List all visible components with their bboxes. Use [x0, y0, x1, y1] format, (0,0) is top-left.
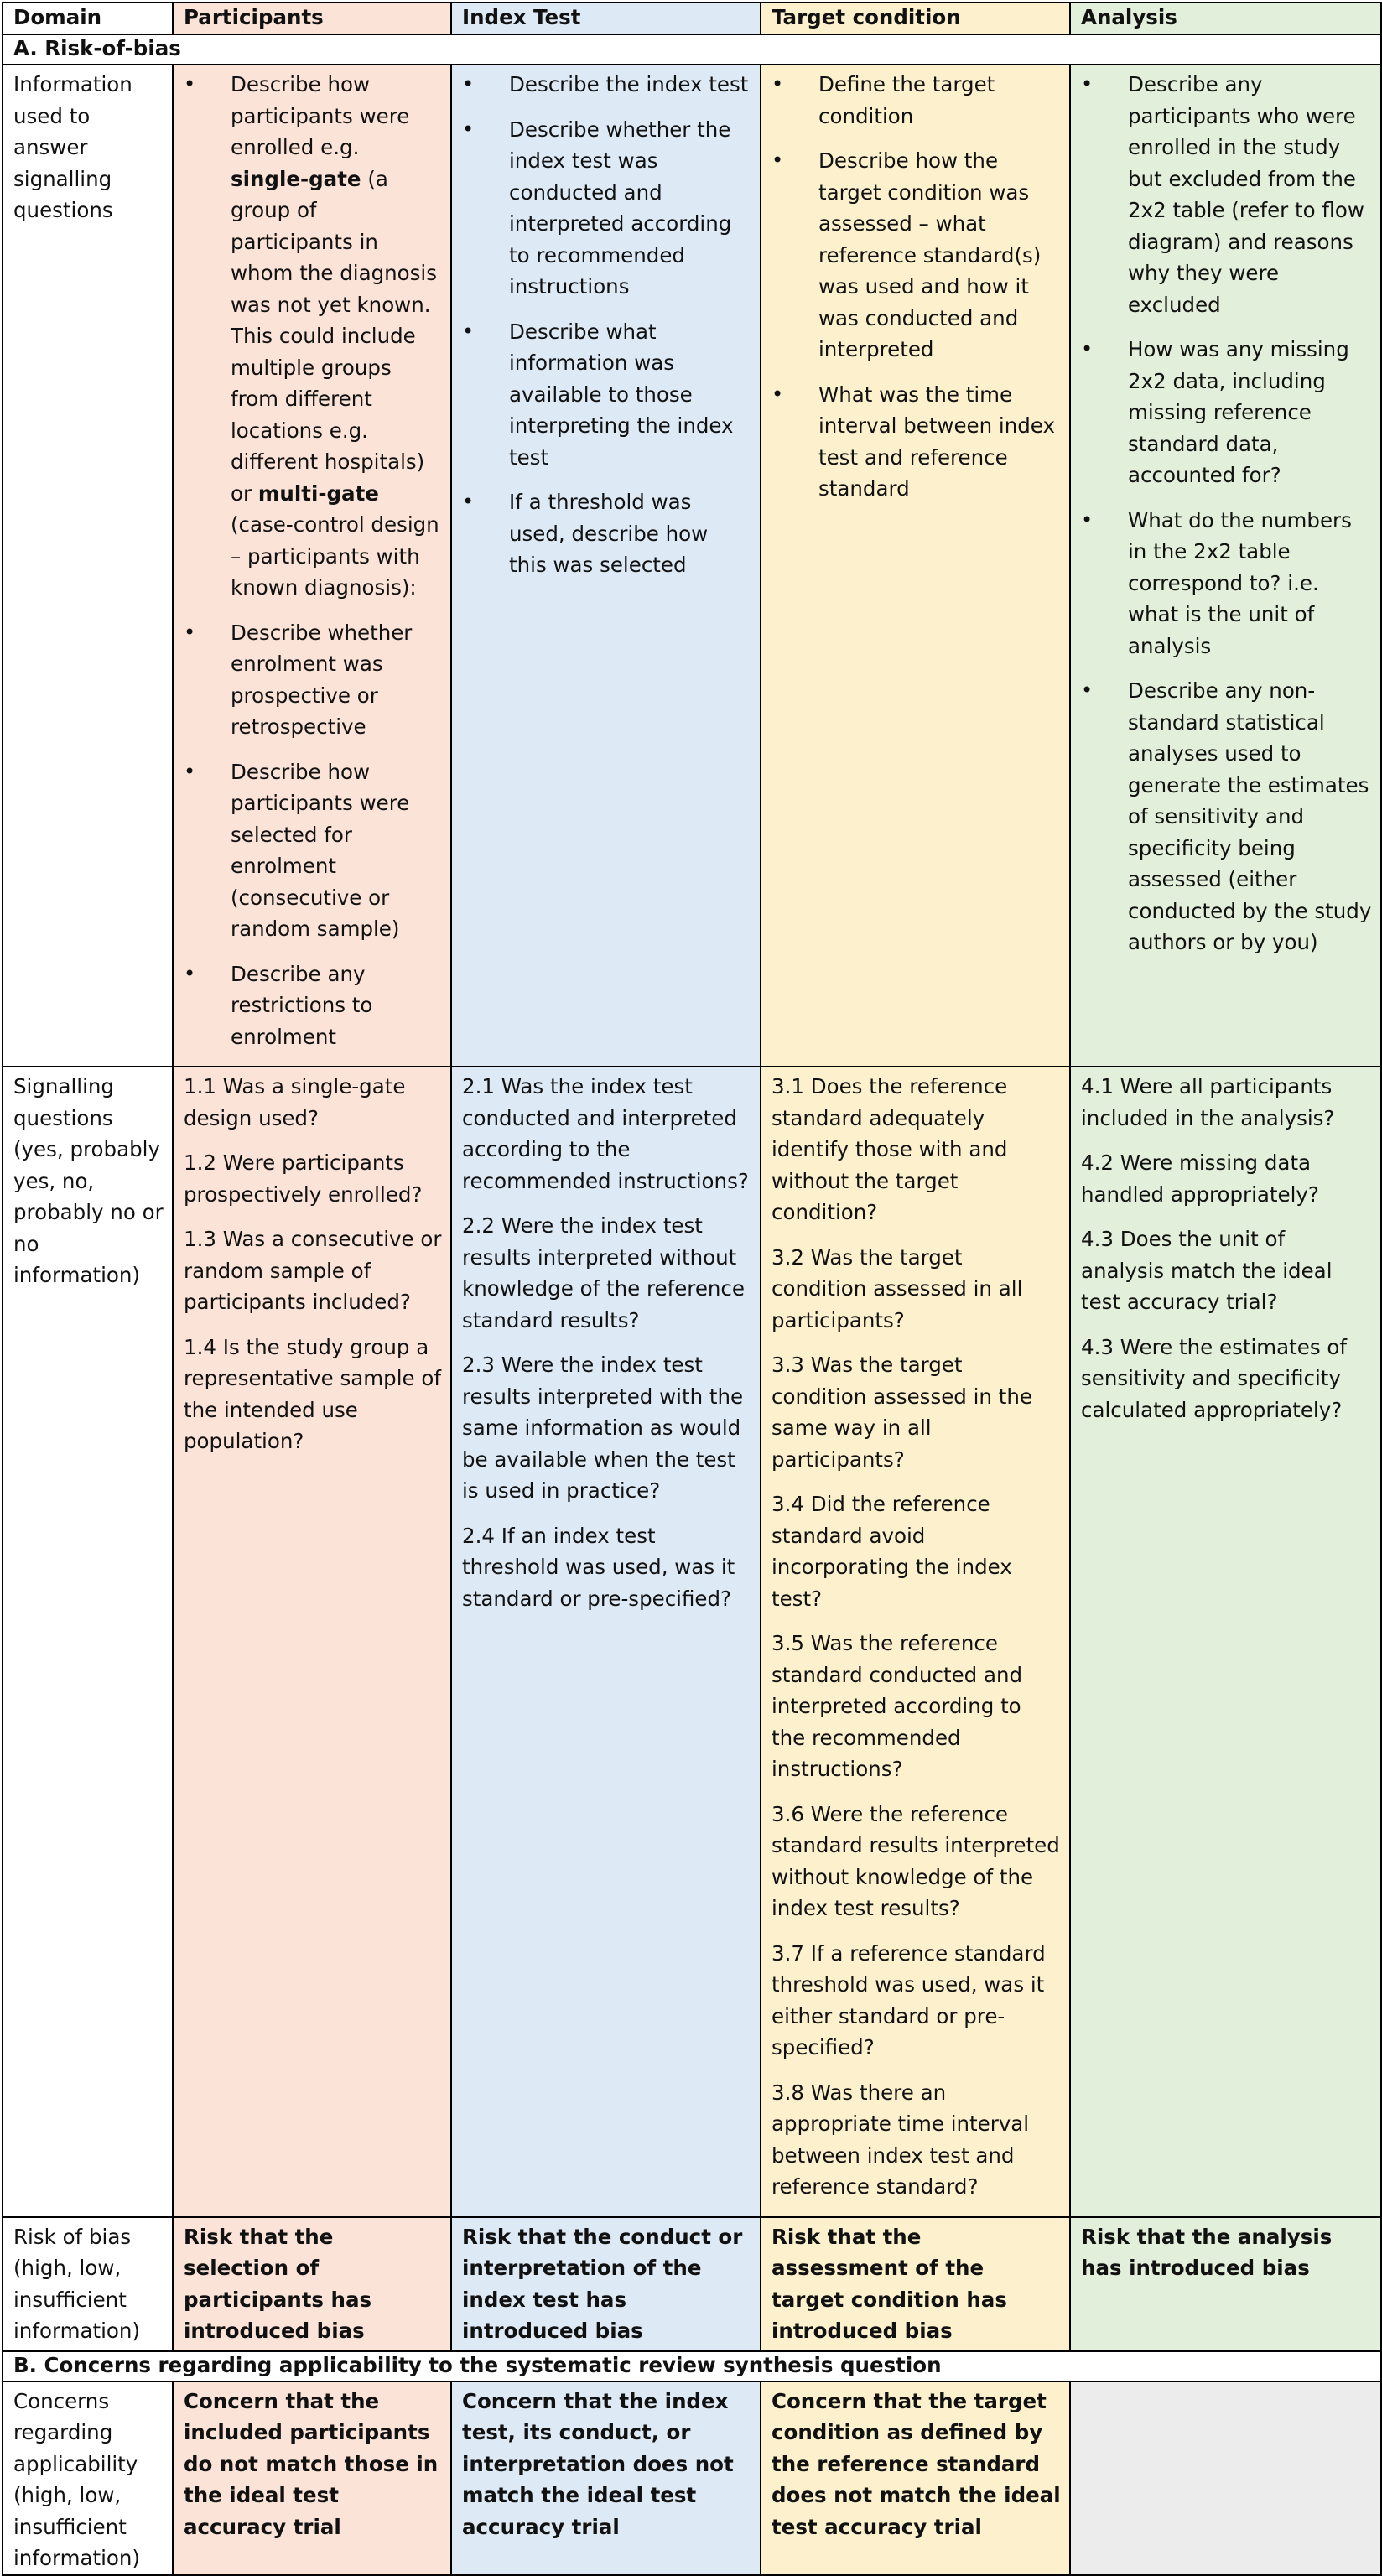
concerns-row: [3, 2381, 1381, 2575]
list-item: • Define the target condition: [772, 69, 1061, 132]
information-index-test: [451, 65, 761, 1067]
signalling-row: [3, 1067, 1381, 2217]
list-item: • What was the time interval between index test and reference standard: [772, 379, 1061, 505]
risk-row: [3, 2217, 1381, 2351]
question-item: 3.4 Did the reference standard avoid incorporating the index test?: [772, 1492, 1012, 1611]
list-item: • Describe the index test: [462, 69, 751, 101]
list-item: • Describe how participants were selected for enrolment (consecutive or random sample): [184, 756, 442, 945]
list-item: • What do the numbers in the 2x2 table correspond to? i.e. what is the unit of analysis: [1081, 505, 1372, 662]
information-label: Information used to answer signalling questions: [3, 65, 173, 1067]
question-item: 1.3 Was a consecutive or random sample of participants included?: [184, 1227, 442, 1314]
question-item: 1.2 Were participants prospectively enrolled?: [184, 1150, 423, 1207]
list-item: • Describe any restrictions to enrolment: [184, 958, 442, 1053]
question-item: 3.6 Were the reference standard results interpreted without knowledge of the index test results?: [772, 1801, 1060, 1920]
header-participants: Participants: [173, 3, 451, 34]
question-item: 3.3 Was the target condition assessed in the same way in all participants?: [772, 1353, 1032, 1472]
list-item: • How was any missing 2x2 data, including missing reference standard data, accounted for?: [1081, 334, 1372, 491]
question-item: 4.3 Were the estimates of sensitivity and specificity calculated appropriately?: [1081, 1334, 1347, 1422]
list-item: • Describe whether the index test was conducted and interpreted according to recommended instructions: [462, 114, 751, 303]
list-item: • Describe how the target condition was assessed – what reference standard(s) was used and how it was conducted and interpreted: [772, 145, 1061, 366]
list-item: • Describe any participants who were enrolled in the study but excluded from the 2x2 table (refer to flow diagram) and reasons why they were excluded: [1081, 69, 1372, 320]
information-analysis: [1070, 65, 1381, 1067]
risk-index-test: Risk that the conduct or interpretation of the index test has introduced bias: [451, 2217, 761, 2351]
risk-analysis: Risk that the analysis has introduced bias: [1070, 2217, 1381, 2351]
signalling-analysis: [1070, 1067, 1381, 2217]
list-item: • Describe any non-standard statistical analyses used to generate the estimates of sensitivity and specificity being assessed (either conducted by the study authors or by you): [1081, 675, 1372, 958]
question-item: 3.7 If a reference standard threshold was used, was it either standard or pre-specified?: [772, 1940, 1046, 2059]
risk-target-condition: Risk that the assessment of the target condition has introduced bias: [761, 2217, 1070, 2351]
question-item: 4.3 Does the unit of analysis match the ideal test accuracy trial?: [1081, 1227, 1333, 1314]
list-item: • Describe what information was available to those interpreting the index test: [462, 316, 751, 474]
question-item: 3.2 Was the target condition assessed in all participants?: [772, 1244, 1023, 1332]
list-item: • Describe whether enrolment was prospective or retrospective: [184, 617, 442, 743]
question-item: 2.1 Was the index test conducted and interpreted according to the recommended instructions?: [462, 1074, 749, 1193]
question-item: 2.4 If an index test threshold was used, was it standard or pre-specified?: [462, 1523, 735, 1611]
header-row: [3, 3, 1381, 34]
question-item: 2.3 Were the index test results interpreted with the same information as would be available when the test is used in practice?: [462, 1353, 744, 1503]
signalling-target-condition: [761, 1067, 1070, 2217]
question-item: 3.8 Was there an appropriate time interval between index test and reference standard?: [772, 2080, 1030, 2199]
concerns-analysis-empty: [1070, 2381, 1381, 2575]
header-target-condition: Target condition: [761, 3, 1070, 34]
signalling-label: Signalling questions (yes, probably yes, no, probably no or no information): [3, 1067, 173, 2217]
question-item: 3.5 Was the reference standard conducted and interpreted according to the recommended instructions?: [772, 1631, 1023, 1781]
risk-label: Risk of bias (high, low, insufficient information): [3, 2217, 173, 2351]
section-b-row: [3, 2351, 1381, 2381]
header-analysis: Analysis: [1070, 3, 1381, 34]
question-item: 4.2 Were missing data handled appropriately?: [1081, 1150, 1319, 1207]
information-target-condition: [761, 65, 1070, 1067]
concerns-index-test: Concern that the index test, its conduct, or interpretation does not match the ideal test accuracy trial: [451, 2381, 761, 2575]
information-row: [3, 65, 1381, 1067]
question-item: 1.1 Was a single-gate design used?: [184, 1074, 406, 1130]
section-b-title: B. Concerns regarding applicability to the systematic review synthesis question: [3, 2351, 1381, 2381]
concerns-target-condition: Concern that the target condition as defined by the reference standard does not match the ideal test accuracy trial: [761, 2381, 1070, 2575]
question-item: 2.2 Were the index test results interpreted without knowledge of the reference standard results?: [462, 1213, 745, 1332]
list-item: • If a threshold was used, describe how this was selected: [462, 486, 751, 581]
question-item: 4.1 Were all participants included in the analysis?: [1081, 1074, 1335, 1130]
signalling-index-test: [451, 1067, 761, 2217]
question-item: 1.4 Is the study group a representative sample of the intended use population?: [184, 1334, 442, 1453]
header-index-test: Index Test: [451, 3, 761, 34]
concerns-label: Concerns regarding applicability (high, low, insufficient information): [3, 2381, 173, 2575]
information-participants: [173, 65, 451, 1067]
list-item: • Describe how participants were enrolled e.g. single-gate (a group of participants in whom the diagnosis was not yet known. This could include multiple groups from different locations e.g. different hospitals) or multi-gate (case-control design – participants with known diagnosis):: [184, 69, 442, 604]
signalling-participants: [173, 1067, 451, 2217]
quadas-table: [2, 2, 1382, 2576]
section-a-row: [3, 34, 1381, 65]
question-item: 3.1 Does the reference standard adequately identify those with and without the target condition?: [772, 1074, 1008, 1224]
concerns-participants: Concern that the included participants do not match those in the ideal test accuracy trial: [173, 2381, 451, 2575]
header-domain: Domain: [3, 3, 173, 34]
risk-participants: Risk that the selection of participants has introduced bias: [173, 2217, 451, 2351]
section-a-title: A. Risk-of-bias: [3, 34, 1381, 65]
